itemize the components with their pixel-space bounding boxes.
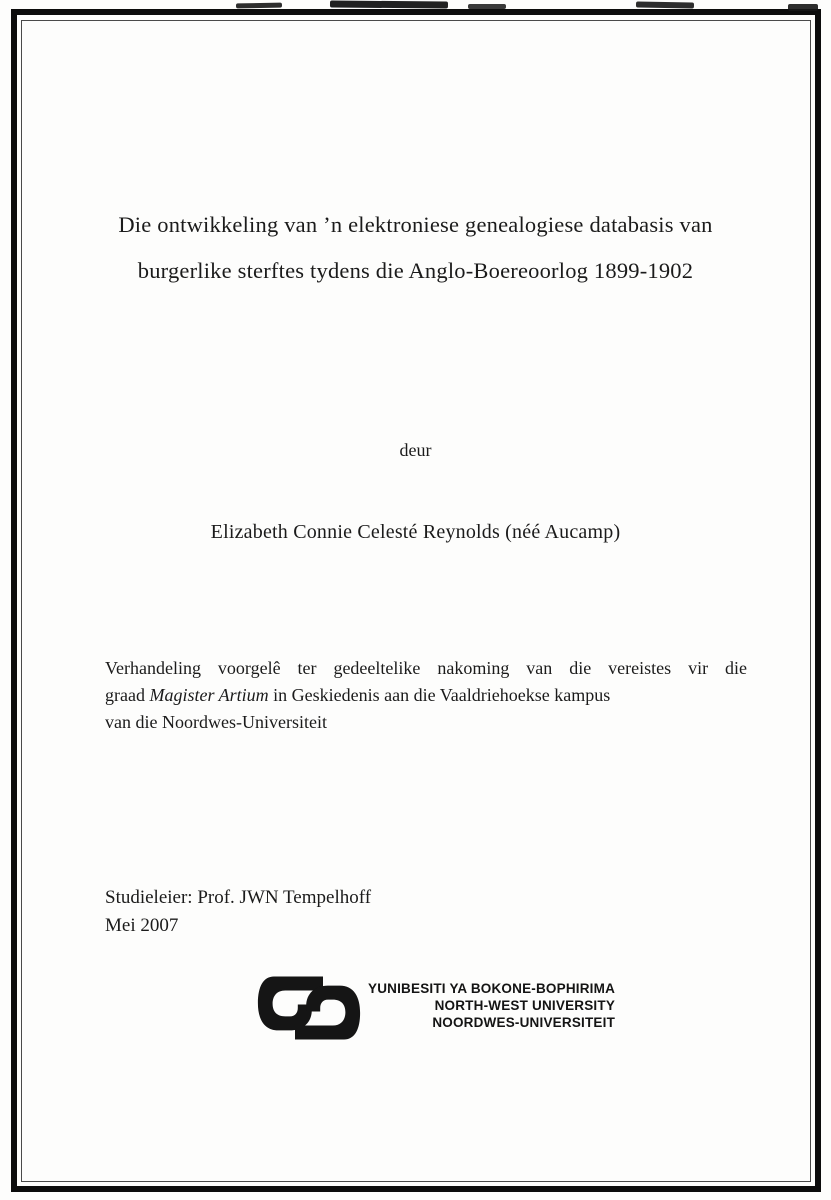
scan-artifact: [236, 3, 282, 9]
statement-line2: [105, 682, 747, 709]
university-name-setswana: YUNIBESITI YA BOKONE-BOPHIRIMA: [368, 981, 616, 996]
scan-artifact: [330, 0, 448, 8]
university-name-afrikaans: NOORDWES-UNIVERSITEIT: [432, 1015, 616, 1030]
supervisor-block: [105, 884, 371, 939]
thesis-title-line2: burgerlike sterftes tydens die Anglo-Boereoorlog 1899-1902: [137, 258, 694, 283]
statement-line2-pre: graad: [105, 685, 150, 705]
date-line: Mei 2007: [105, 914, 179, 936]
university-logo: [253, 973, 615, 1043]
scan-artifact: [636, 1, 694, 8]
university-name-block: [368, 980, 615, 1031]
statement-line3: van die Noordwes-Universiteit: [105, 712, 327, 732]
thesis-title-line1: Die ontwikkeling van ’n elektroniese genealogiese databasis van: [118, 212, 713, 237]
statement-line2-post: in Geskiedenis aan die Vaaldriehoekse kampus: [268, 685, 611, 705]
author-name: Elizabeth Connie Celesté Reynolds (néé Aucamp): [210, 521, 621, 543]
thesis-title: [60, 202, 771, 294]
university-name-english: NORTH-WEST UNIVERSITY: [434, 998, 616, 1013]
supervisor-line: Studieleier: Prof. JWN Tempelhoff: [105, 887, 372, 908]
scan-artifact: [468, 4, 506, 9]
byline: deur: [399, 440, 432, 460]
submission-statement: [105, 655, 747, 736]
statement-line1: Verhandeling voorgelê ter gedeeltelike nakoming van die vereistes vir die: [105, 658, 747, 678]
nwu-interlocking-links-icon: [253, 973, 365, 1043]
degree-name: Magister Artium: [149, 685, 269, 705]
scan-artifact: [788, 4, 818, 11]
